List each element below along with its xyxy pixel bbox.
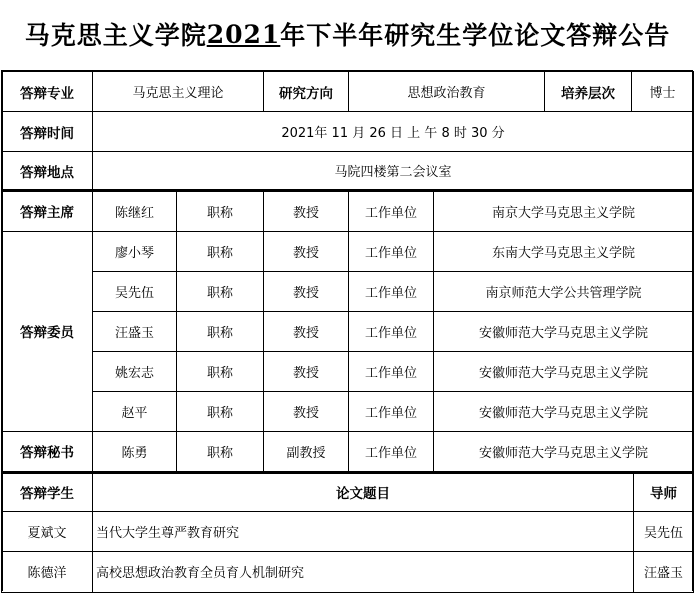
title-year: 2021 [206, 19, 281, 49]
direction-value: 思想政治教育 [349, 72, 545, 112]
secretary-name: 陈勇 [93, 431, 177, 471]
unit-label: 工作单位 [349, 191, 434, 231]
student-name: 陈德洋 [2, 551, 93, 592]
table-row [2, 551, 694, 592]
advisor-label: 导师 [634, 473, 694, 511]
title-label: 职称 [177, 231, 264, 271]
title-label: 职称 [177, 431, 264, 471]
member-name: 赵平 [93, 391, 177, 431]
member-name: 吴先伍 [93, 271, 177, 311]
unit-label: 工作单位 [349, 351, 434, 391]
thesis-topic: 当代大学生尊严教育研究 [93, 511, 634, 551]
title-prefix: 马克思主义学院 [24, 21, 207, 50]
member-unit: 东南大学马克思主义学院 [434, 231, 694, 271]
level-label: 培养层次 [545, 72, 632, 112]
advisor-name: 吴先伍 [634, 511, 694, 551]
chair-title: 教授 [264, 191, 349, 231]
defense-info-table [1, 71, 694, 190]
student-name: 夏斌文 [2, 511, 93, 551]
member-name: 廖小琴 [93, 231, 177, 271]
secretary-label: 答辩秘书 [2, 431, 93, 471]
member-unit: 安徽师范大学马克思主义学院 [434, 391, 694, 431]
member-title: 教授 [264, 351, 349, 391]
student-label: 答辩学生 [2, 473, 93, 511]
title-label: 职称 [177, 311, 264, 351]
major-label: 答辩专业 [2, 72, 93, 112]
title-label: 职称 [177, 191, 264, 231]
member-unit: 安徽师范大学马克思主义学院 [434, 351, 694, 391]
title-label: 职称 [177, 391, 264, 431]
member-title: 教授 [264, 391, 349, 431]
member-name: 姚宏志 [93, 351, 177, 391]
place-value: 马院四楼第二会议室 [93, 152, 694, 190]
secretary-unit: 安徽师范大学马克思主义学院 [434, 431, 694, 471]
time-label: 答辩时间 [2, 112, 93, 152]
direction-label: 研究方向 [264, 72, 349, 112]
students-table [1, 472, 694, 593]
member-unit: 南京师范大学公共管理学院 [434, 271, 694, 311]
member-unit: 安徽师范大学马克思主义学院 [434, 311, 694, 351]
place-label: 答辩地点 [2, 152, 93, 190]
title-label: 职称 [177, 351, 264, 391]
member-title: 教授 [264, 271, 349, 311]
chair-name: 陈继红 [93, 191, 177, 231]
topic-label: 论文题目 [93, 473, 634, 511]
advisor-name: 汪盛玉 [634, 551, 694, 592]
title-suffix: 年下半年研究生学位论文答辩公告 [280, 21, 671, 50]
committee-table [1, 190, 434, 472]
chair-label: 答辩主席 [2, 191, 93, 231]
title-label: 职称 [177, 271, 264, 311]
committee-units-table [433, 190, 694, 472]
unit-label: 工作单位 [349, 271, 434, 311]
time-value: 2021年 11 月 26 日 上 午 8 时 30 分 [93, 112, 694, 152]
level-value: 博士 [632, 72, 694, 112]
unit-label: 工作单位 [349, 391, 434, 431]
unit-label: 工作单位 [349, 431, 434, 471]
member-name: 汪盛玉 [93, 311, 177, 351]
thesis-topic: 高校思想政治教育全员育人机制研究 [93, 551, 634, 592]
page-title [0, 0, 695, 68]
unit-label: 工作单位 [349, 311, 434, 351]
unit-label: 工作单位 [349, 231, 434, 271]
table-row [2, 511, 694, 551]
chair-unit: 南京大学马克思主义学院 [434, 191, 694, 231]
secretary-title: 副教授 [264, 431, 349, 471]
members-label: 答辩委员 [2, 231, 93, 431]
major-value: 马克思主义理论 [93, 72, 264, 112]
member-title: 教授 [264, 231, 349, 271]
member-title: 教授 [264, 311, 349, 351]
